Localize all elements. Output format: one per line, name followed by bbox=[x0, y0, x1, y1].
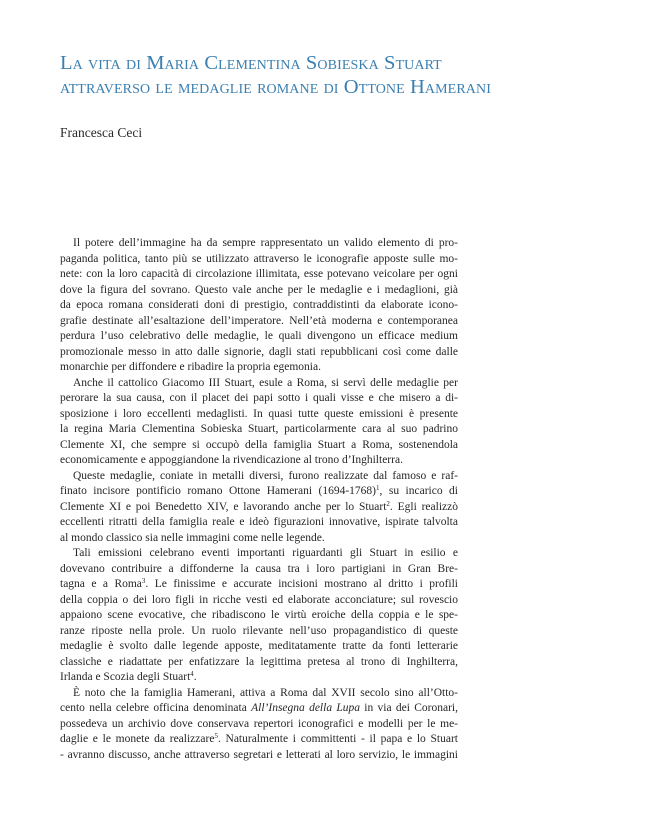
body-text: Irlanda e Scozia degli Stuart bbox=[60, 671, 191, 683]
body-text: . bbox=[193, 671, 197, 683]
body-line: dove la figura del sovrano. Questo vale anche per le medaglie e i medaglioni, già bbox=[60, 283, 458, 296]
body-line: perdura l’uso celebrativo delle medaglie, le quali divengono un efficace medium bbox=[60, 330, 458, 342]
body-text: cento nella celebre officina denominata bbox=[60, 702, 252, 714]
body-text: . Egli realizzò bbox=[389, 500, 458, 513]
body-text: . Naturalmente i committenti - il papa e lo Stuart bbox=[217, 733, 458, 745]
body-line: Clemente XI, che sempre si occupò della famiglia Stuart a Roma, sostenendola bbox=[60, 438, 458, 451]
article-title bbox=[60, 52, 620, 99]
body-line: dovevano contribuire a diffonderne la causa tra i loro partigiani in Gran Bre- bbox=[60, 562, 458, 575]
footnote-mark: 3 bbox=[141, 577, 146, 585]
body-line: la regina Maria Clementina Sobieska Stuart, particolarmente cara al suo padrino bbox=[60, 423, 458, 435]
title-line-1: La vita di Maria Clementina Sobieska Stuart bbox=[60, 52, 442, 74]
footnote-mark: 2 bbox=[386, 499, 390, 508]
body-line: paganda politica, tanto più se utilizzato attraverso le iconografie apposte sulle mo- bbox=[60, 252, 458, 265]
body-text: daglie e le monete da realizzare bbox=[60, 733, 215, 745]
body-line-composite bbox=[60, 732, 458, 748]
body-line: della coppia o dei loro figli in ricche vesti ed elaborate acconciature; sul rovescio bbox=[60, 593, 458, 606]
body-line: economicamente e appoggiandone la rivendicazione al trono d’Inghilterra. bbox=[60, 454, 403, 466]
body-line-composite bbox=[60, 484, 458, 500]
body-line: al mondo classico sia nelle immagini come nelle legende. bbox=[60, 531, 325, 544]
body-line: medaglie è svolto dalle legende apposte, meditatamente tratte da fonti letterarie bbox=[60, 640, 458, 652]
footnote-mark: 1 bbox=[376, 484, 380, 492]
title-line-2: attraverso le medaglie romane di Ottone Hamerani bbox=[60, 75, 491, 98]
body-line: eccellenti ritratti della famiglia reale e ideò figurazioni innovative, ispirate talvolta bbox=[60, 516, 458, 528]
body-line: Il potere dell’immagine ha da sempre rappresentato un valido elemento di pro- bbox=[73, 237, 458, 249]
body-text: . Le finissime e accurate incisioni mostrano al dritto i profili bbox=[145, 578, 458, 590]
body-line: Anche il cattolico Giacomo III Stuart, esule a Roma, si servì delle medaglie per bbox=[73, 376, 458, 389]
body-line-composite bbox=[60, 670, 458, 686]
body-line: - avranno discusso, anche attraverso segretari e letterati al loro servizio, le immagini bbox=[60, 748, 458, 761]
body-text: Clemente XI e poi Benedetto XIV, e lavorando anche per lo Stuart bbox=[60, 500, 387, 513]
body-line: nete: con la loro capacità di circolazione illimitata, esse potevano veicolare per ogni bbox=[60, 268, 458, 280]
body-text: , su incarico di bbox=[379, 485, 458, 497]
body-line: sposizione i loro eccellenti medaglisti. In quasi tutte queste emissioni è presente bbox=[60, 407, 458, 420]
body-text: finato incisore pontificio romano Ottone Hamerani (1694-1768) bbox=[60, 485, 377, 497]
body-line: perorare la sua causa, con il placet dei papi sotto i quali visse e che misero a di- bbox=[60, 392, 458, 404]
body-line: possedeva un archivio dove conservava repertori iconografici e modelli per le me- bbox=[60, 717, 458, 730]
footnote-mark: 4 bbox=[190, 670, 194, 678]
body-line: appaiono scene evocative, che ribadiscono le virtù eroiche della coppia e le spe- bbox=[60, 609, 458, 621]
body-line: da epoca romana considerati doni di prestigio, contraddistinti da elaborate icono- bbox=[60, 299, 458, 311]
article-body bbox=[60, 236, 458, 763]
body-line-composite bbox=[60, 577, 458, 593]
body-line-composite bbox=[60, 500, 458, 516]
body-line: promozionale messo in atto dalle signorie, dagli stati repubblicani così come dalle bbox=[60, 345, 458, 358]
body-line: monarchie per diffondere e ribadire la propria egemonia. bbox=[60, 361, 321, 373]
body-line: grafie destinate all’esaltazione dell’imperatore. Nell’età moderna e contemporanea bbox=[60, 314, 458, 327]
body-text-italic: All’Insegna della Lupa bbox=[251, 702, 361, 714]
body-text: in via dei Coronari, bbox=[360, 702, 458, 714]
footnote-mark: 5 bbox=[214, 732, 218, 740]
body-text: tagna e a Roma bbox=[60, 578, 142, 590]
body-line: classiche e riadattate per enfatizzare la legittima pretesa al trono di Inghilterra, bbox=[60, 655, 458, 668]
body-line: ranze riposte nella prole. Un ruolo rilevante nell’uso propagandistico di queste bbox=[60, 624, 458, 637]
body-line: Queste medaglie, coniate in metalli diversi, furono realizzate dal famoso e raf- bbox=[73, 469, 458, 482]
body-line-composite bbox=[60, 701, 458, 717]
body-line: È noto che la famiglia Hamerani, attiva a Roma dal XVII secolo sino all’Otto- bbox=[73, 686, 458, 699]
body-line: Tali emissioni celebrano eventi importanti riguardanti gli Stuart in esilio e bbox=[73, 547, 458, 559]
author-name: Francesca Ceci bbox=[60, 125, 143, 140]
